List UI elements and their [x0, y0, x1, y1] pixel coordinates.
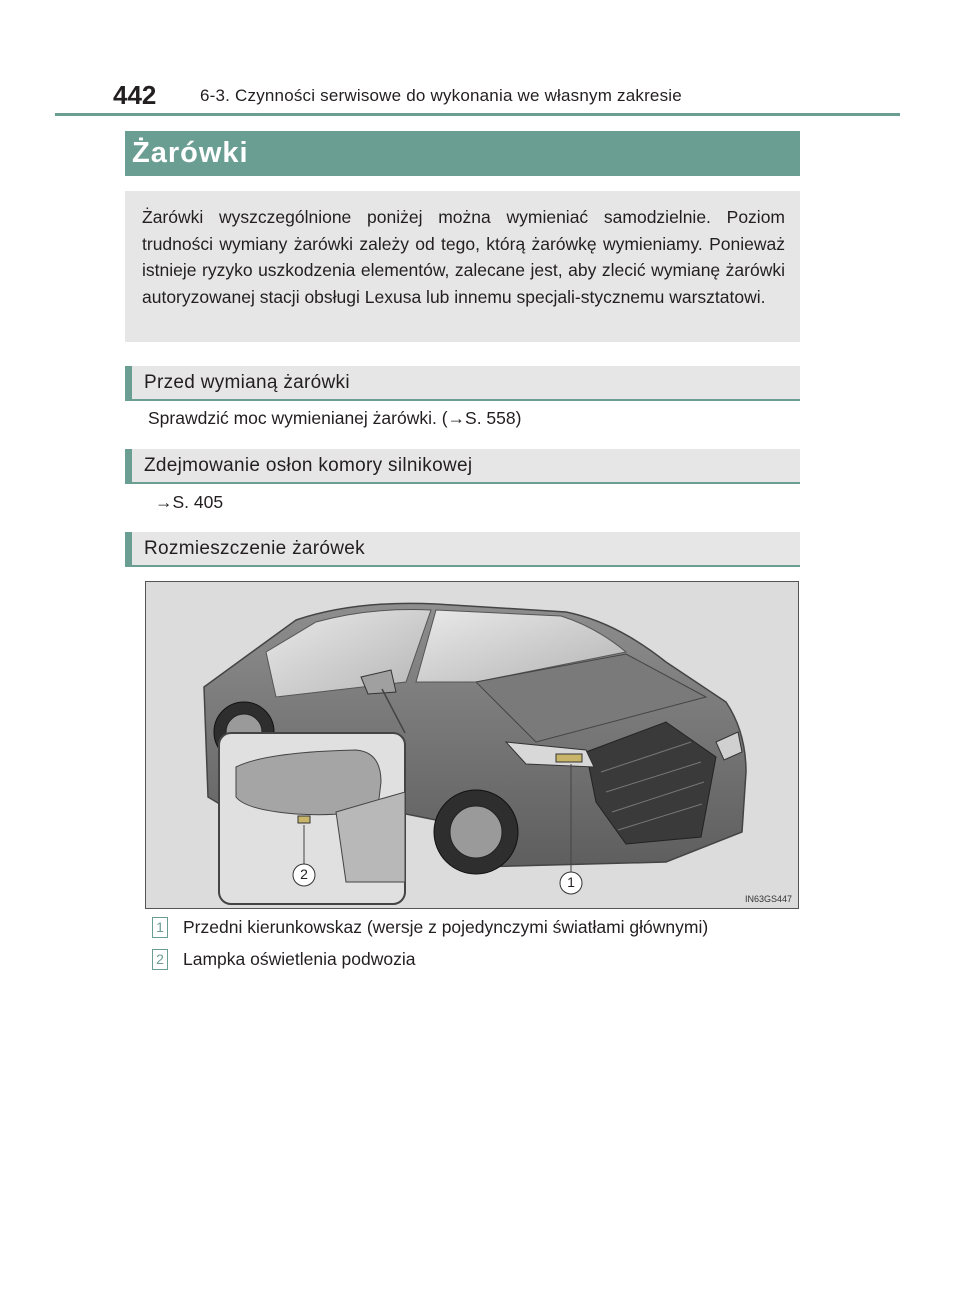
- legend-text: Lampka oświetlenia podwozia: [183, 949, 416, 969]
- intro-text: Żarówki wyszczególnione poniżej można wymieniać samodzielnie. Poziom trudności wymiany żarówki zależy od tego, którą żarówkę wymieniamy. Ponieważ istnieje ryzyko uszkodzenia elementów, zalecane jest, aby zlecić wymianę żarówki autoryzowanej stacji obsługi Lexusa lub innemu specjali-stycznemu warsztatowi.: [142, 207, 785, 307]
- section-heading-label: Zdejmowanie osłon komory silnikowej: [144, 455, 473, 476]
- legend-row: [152, 949, 416, 970]
- section-accent: [125, 449, 132, 482]
- check-wattage-text: Sprawdzić moc wymienianej żarówki. (→S. 558): [148, 408, 522, 428]
- section-accent: [125, 366, 132, 399]
- engine-covers-reference: →S. 405: [155, 492, 224, 512]
- section-accent: [125, 532, 132, 565]
- car-drawing: [146, 582, 798, 908]
- figure-code: IN63GS447: [744, 894, 792, 904]
- legend-text: Przedni kierunkowskaz (wersje z pojedynczymi światłami głównymi): [183, 917, 709, 937]
- legend-number: 2: [152, 949, 168, 970]
- running-header: 6-3. Czynności serwisowe do wykonania we własnym zakresie: [200, 86, 682, 105]
- page-title: Żarówki: [132, 137, 249, 169]
- legend-row: [152, 917, 708, 938]
- section-heading-engine-covers: [125, 449, 800, 484]
- car-illustration: [145, 581, 799, 909]
- section-heading-label: Rozmieszczenie żarówek: [144, 538, 365, 559]
- legend-number: 1: [152, 917, 168, 938]
- section-heading-before-replacement: [125, 366, 800, 401]
- callout-1-label: 1: [567, 874, 575, 890]
- header-rule: [55, 113, 900, 116]
- callout-2-label: 2: [300, 866, 308, 882]
- section-heading-label: Przed wymianą żarówki: [144, 372, 350, 393]
- section-heading-bulb-locations: [125, 532, 800, 567]
- page-number: 442: [113, 80, 157, 110]
